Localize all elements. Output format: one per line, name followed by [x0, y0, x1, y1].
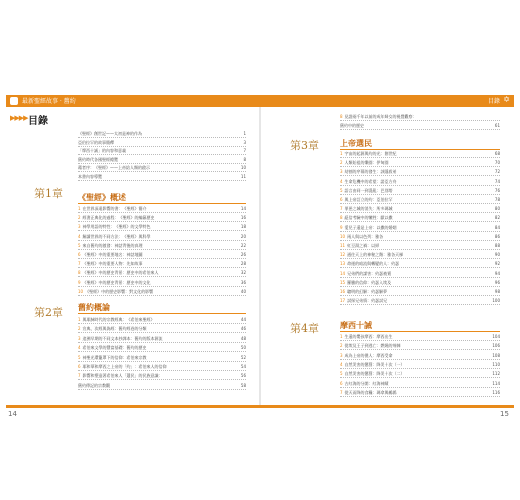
entry-title: 《聖經》中的重要人物：先知故事: [82, 261, 143, 267]
entry-number: 13: [340, 261, 346, 267]
toc-entry[interactable]: [340, 168, 500, 176]
entry-page: 70: [494, 160, 500, 166]
toc-entry[interactable]: [340, 352, 500, 360]
entry-title: 語言由同一到混亂：巴別塔: [344, 187, 393, 193]
entry-title: 舊約時代各國聖經總覽: [78, 156, 118, 162]
toc-entry[interactable]: [78, 156, 246, 164]
chapter-title: 摩西十誡: [340, 320, 500, 332]
entry-title: 解讀世界的不同方法：《聖經》與科學: [82, 233, 151, 239]
entry-page: 100: [492, 298, 500, 304]
toc-entry[interactable]: [78, 242, 246, 250]
entry-page: 28: [240, 261, 246, 267]
entry-page: 44: [240, 317, 246, 322]
entry-page: 16: [240, 215, 246, 221]
entry-page: 116: [492, 389, 500, 395]
entry-title: 兄弟們的謀害：約瑟被賣: [347, 270, 392, 276]
entry-title: 成為上帝的僕人：摩西受命: [344, 352, 393, 358]
entry-number: 8: [340, 114, 343, 119]
entry-number: 7: [340, 389, 343, 395]
entry-number: 6: [78, 252, 81, 257]
entry-number: 2: [78, 215, 81, 221]
entry-title: 神聖光環籠罩下的信仰：希伯來宗教: [82, 354, 147, 360]
entry-number: 5: [340, 371, 343, 377]
toc-entry[interactable]: [340, 389, 500, 397]
toc-entry[interactable]: [340, 159, 500, 167]
entry-title: 自然災害的懲罰：降災十次（二）: [344, 371, 405, 377]
entry-number: 9: [340, 224, 343, 230]
entry-page: 108: [492, 352, 500, 358]
entry-title: 兩人與以色列：雅各: [347, 233, 384, 239]
entry-page: 78: [494, 197, 500, 202]
entry-number: 10: [78, 288, 84, 294]
toc-entry[interactable]: [340, 224, 500, 232]
entry-page: 86: [494, 233, 500, 239]
toc-entry[interactable]: [78, 316, 246, 324]
entry-number: 11: [340, 243, 346, 248]
entry-number: 1: [78, 317, 81, 322]
toc-entry[interactable]: [340, 279, 500, 287]
entry-title: 見證兩千年以前的成年婦女的視覺觀察：: [344, 114, 417, 119]
toc-entry[interactable]: [340, 178, 500, 186]
entry-title: 本書內容導覽: [78, 173, 102, 179]
entry-title: 藉者序：《聖經》——上帝給人類的啟示: [78, 165, 150, 170]
toc-entry[interactable]: [78, 205, 246, 213]
entry-page: 88: [494, 243, 500, 248]
entry-title: 宇宙的起源與約的光：創世紀: [344, 151, 397, 156]
entry-page: 20: [240, 233, 246, 239]
entry-title: 《聖經》中的歷史影響：對文化的影響: [85, 288, 154, 294]
entry-page: 114: [492, 380, 500, 386]
entry-page: 61: [494, 123, 500, 128]
chapter-label: 第2章: [34, 306, 63, 319]
entry-number: 4: [340, 361, 343, 367]
entry-title: 劫割的序幕的發生：該隱殺弟: [344, 169, 397, 175]
entry-number: 2: [78, 326, 81, 332]
entry-number: 3: [340, 169, 343, 175]
chapter-label: 第3章: [290, 139, 319, 152]
page-gutter: [259, 107, 261, 405]
entry-number: 6: [340, 197, 343, 202]
entry-page: 68: [494, 151, 500, 156]
entry-page: 50: [240, 345, 246, 351]
toc-entry[interactable]: [78, 139, 246, 147]
toc-entry[interactable]: [340, 150, 500, 158]
entry-page: 18: [240, 224, 246, 230]
toc-title: 目錄: [28, 116, 48, 127]
toc-entry[interactable]: [340, 370, 500, 378]
toc-entry[interactable]: [340, 270, 500, 278]
entry-title: 宣典、次經與偽經：舊約經卷的分類: [82, 326, 147, 332]
entry-page: 40: [240, 288, 246, 294]
entry-page: 96: [494, 279, 500, 285]
entry-title: 《聖經》中的重要地名：神話地圖: [82, 252, 143, 257]
entry-page: 92: [494, 261, 500, 267]
toc-entry[interactable]: [340, 242, 500, 250]
entry-page: 106: [492, 343, 500, 349]
toc-entry[interactable]: [78, 147, 246, 155]
entry-number: 4: [340, 178, 343, 184]
toc-entry[interactable]: [78, 335, 246, 343]
entry-page: 46: [240, 326, 246, 332]
page-number-left: 14: [8, 410, 17, 418]
entry-number: 10: [340, 233, 346, 239]
entry-title: 神學用語的特性：《聖經》的文學特色: [82, 224, 151, 230]
entry-number: 8: [340, 215, 343, 221]
entry-number: 1: [340, 334, 343, 339]
entry-number: 4: [78, 345, 81, 351]
entry-page: 11: [240, 173, 246, 179]
entry-page: 94: [494, 270, 500, 276]
toc-entry[interactable]: [340, 260, 500, 268]
toc-entry[interactable]: [340, 297, 500, 305]
toc-entry[interactable]: [78, 325, 246, 333]
entry-title: 從天而降的食糧：瑪拿與鵪鶉: [344, 389, 397, 395]
entry-page: 26: [240, 252, 246, 257]
entry-page: 52: [240, 354, 246, 360]
star-of-david-icon: ✡: [503, 95, 510, 104]
entry-number: 17: [340, 298, 346, 304]
entry-number: 1: [78, 206, 81, 211]
entry-page: 54: [240, 364, 246, 369]
toc-entry[interactable]: [340, 233, 500, 241]
toc-entry[interactable]: [340, 113, 500, 121]
entry-number: 1: [340, 151, 343, 156]
footer-bar: [6, 405, 514, 408]
toc-entry[interactable]: [78, 260, 246, 268]
entry-title: 耶和華和摩西之上帝的「約」：希伯來人的信仰: [82, 364, 167, 369]
toc-entry[interactable]: [78, 130, 246, 138]
entry-number: 7: [340, 206, 343, 212]
entry-number: 7: [78, 373, 81, 379]
toc-entry[interactable]: [78, 269, 246, 277]
entry-page: 7: [243, 148, 246, 153]
entry-title: 《聖經》中的歷史背景：歷史中的希伯來人: [82, 270, 159, 276]
entry-title: 與耶穌時代的宗教經典：《希伯來聖經》: [82, 317, 155, 322]
entry-number: 3: [78, 224, 81, 230]
entry-title: 與上帝訂立的約：亞伯拉罕: [344, 197, 393, 202]
entry-number: 3: [340, 352, 343, 358]
entry-page: 74: [494, 178, 500, 184]
entry-number: 2: [340, 160, 343, 166]
toc-entry[interactable]: [78, 382, 246, 390]
entry-title: 影響和塑造著希伯來人「選民」的民族意識：: [82, 373, 163, 379]
entry-title: 命運的暗流與轉變的人：約瑟: [347, 261, 400, 267]
entry-title: 生命危機中的希望：諾亞方舟: [344, 178, 397, 184]
entry-title: 罪惡之城的消失：所多瑪城: [344, 206, 393, 212]
entry-page: 110: [492, 361, 500, 367]
entry-number: 9: [78, 279, 81, 285]
entry-number: 14: [340, 270, 346, 276]
entry-title: 希伯來文學的豐富基礎：舊約的歷史: [82, 345, 147, 351]
entry-title: 愛兒子還是上帝：以撒的婚姻: [344, 224, 397, 230]
entry-number: 4: [78, 233, 81, 239]
arrow-decoration-icon: ▶▶▶▶: [10, 114, 28, 122]
entry-number: 6: [78, 364, 81, 369]
toc-entry[interactable]: [340, 122, 500, 130]
toc-entry[interactable]: [78, 354, 246, 362]
entry-title: 在世界深遠影響的書：《聖經》簡介: [82, 206, 147, 211]
toc-entry[interactable]: [78, 363, 246, 371]
toc-entry[interactable]: [78, 233, 246, 241]
header-section: 目錄: [487, 98, 500, 105]
toc-entry[interactable]: [78, 288, 246, 296]
entry-page: 1: [243, 131, 246, 136]
entry-page: 48: [240, 335, 246, 341]
toc-entry[interactable]: [340, 288, 500, 296]
book-logo-icon: [10, 97, 18, 105]
entry-page: 58: [240, 382, 246, 388]
page-number-right: 15: [500, 410, 509, 418]
entry-number: 7: [78, 261, 81, 267]
entry-number: 5: [78, 354, 81, 360]
chapter-title: 上帝選民: [340, 138, 500, 150]
toc-entry[interactable]: [340, 333, 500, 341]
chapter-label: 第1章: [34, 187, 63, 200]
toc-entry[interactable]: [78, 214, 246, 222]
toc-entry[interactable]: [340, 205, 500, 213]
entry-title: 舊約傳記的宗教觀: [78, 382, 110, 388]
entry-page: 80: [494, 206, 500, 212]
entry-page: 98: [494, 289, 500, 294]
chapter-title: 《聖經》概述: [78, 192, 246, 204]
entry-title: 亞伯拉罕的故事簡釋: [78, 139, 114, 145]
entry-number: 15: [340, 279, 346, 285]
toc-entry[interactable]: [78, 279, 246, 287]
entry-title: 羅騰的信仰：約瑟入埃及: [347, 279, 392, 285]
toc-entry[interactable]: [78, 251, 246, 259]
toc-entry[interactable]: [340, 196, 500, 204]
entry-page: 90: [494, 252, 500, 258]
toc-entry[interactable]: [340, 251, 500, 259]
toc-entry[interactable]: [340, 187, 500, 195]
entry-title: 從埃及王子到逃亡：燃燒的荊棘: [344, 343, 401, 349]
entry-title: 聰明的幻解：約瑟解夢: [347, 289, 388, 294]
entry-number: 2: [340, 343, 343, 349]
entry-page: 3: [243, 139, 246, 145]
entry-title: 絕信考驗中的犧牲：獻以撒: [344, 215, 393, 221]
entry-page: 82: [494, 215, 500, 221]
entry-page: 112: [492, 371, 500, 377]
toc-entry[interactable]: [340, 342, 500, 350]
entry-title: 舊約中的歷史: [340, 123, 364, 128]
entry-page: 56: [240, 373, 246, 379]
entry-number: 16: [340, 289, 346, 294]
entry-title: 生還的嬰孩摩西：摩西出生: [344, 334, 393, 339]
toc-entry[interactable]: [78, 173, 246, 181]
entry-page: 14: [240, 206, 246, 211]
entry-title: 紅豆湯之禍：以掃: [347, 243, 380, 248]
entry-title: 追溯早期的不同文本抄譯本：舊約的版本源流: [82, 335, 163, 341]
entry-number: 3: [78, 335, 81, 341]
toc-entry[interactable]: [340, 214, 500, 222]
entry-page: 84: [494, 224, 500, 230]
entry-page: 22: [240, 242, 246, 248]
entry-number: 6: [340, 380, 343, 386]
entry-title: 來自舊約的啟發：神話背後的真理: [82, 242, 143, 248]
entry-title: 經書正典化的過程：《聖經》的編纂歷史: [82, 215, 155, 221]
toc-entry[interactable]: [78, 164, 246, 172]
entry-page: 104: [492, 334, 500, 339]
entry-title: 古紅海的分開：紅海神蹟: [344, 380, 389, 386]
header-title: 最新聖經故事 · 舊約: [22, 98, 76, 105]
toc-entry[interactable]: [78, 223, 246, 231]
toc-entry[interactable]: [78, 344, 246, 352]
entry-title: 《聖經》中的歷史背景：歷史中的文化: [82, 279, 151, 285]
entry-title: 自然災害的懲罰：降災十次（一）: [344, 361, 405, 367]
entry-page: 36: [240, 279, 246, 285]
toc-entry[interactable]: [340, 380, 500, 388]
entry-title: 通往天上的神秘之階：雅各天梯: [347, 252, 404, 258]
entry-page: 10: [240, 165, 246, 170]
toc-entry[interactable]: [340, 361, 500, 369]
chapter-title: 舊約概論: [78, 302, 246, 314]
entry-page: 8: [243, 156, 246, 162]
header-bar: [6, 95, 514, 107]
entry-title: 《聖經》創世記——太初是神的作為: [78, 131, 142, 136]
chapter-label: 第4章: [290, 322, 319, 335]
entry-page: 76: [494, 187, 500, 193]
toc-entry[interactable]: [78, 372, 246, 380]
entry-title: 人類始祖的樂園：伊甸園: [344, 160, 389, 166]
entry-number: 5: [340, 187, 343, 193]
entry-number: 5: [78, 242, 81, 248]
entry-page: 32: [240, 270, 246, 276]
entry-title: 「摩西十誡」的內容和意義: [78, 148, 126, 153]
entry-page: 72: [494, 169, 500, 175]
entry-title: 試探兄弟情：約瑟試兄: [347, 298, 388, 304]
entry-number: 8: [78, 270, 81, 276]
entry-number: 12: [340, 252, 346, 258]
